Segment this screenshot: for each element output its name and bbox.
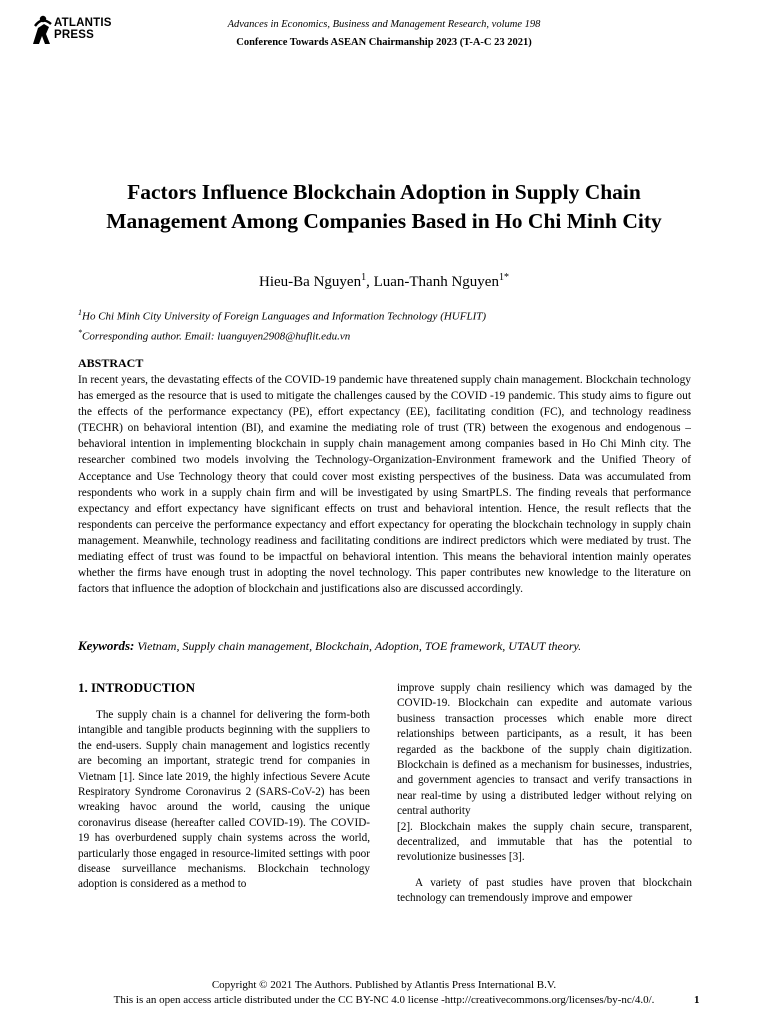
affiliation-2-mark: * (78, 328, 82, 337)
abstract-body: In recent years, the devastating effects of the COVID-19 pandemic have threatened supply chain management. Blockchain technology has emerged as the resource that is used to mitigate the challenges caused by the COVID -19 pandemic. This study aims to figure out the effects of the performance expectancy (PE), effort expectancy (EE), facilitating condition (FC), and technology readiness (TECHR) on behavioral intention (BI), and examine the mediating role of trust (TR) between the exogenous and endogenous – behavioral intention in implementing blockchain in supply chain management among companies based in Ho Chi Minh city. The researcher combined two models involving the Technology-Organization-Environment framework and the Unified Theory of Acceptance and Use Technology theory that could cover most existing perspectives of the business. Data was accumulated from respondents who work in a supply chain firm and will be investigated by using SmartPLS. The finding reveals that performance expectancy and effort expectancy have significant effects on trust and behavioral intention. Hence, the result reflects that the respondents can perceive the performance expectancy and effort expectancy for operating the blockchain technology in supply chain management. Meanwhile, technology readiness and facilitating conditions are indirect predictors which were mediated by trust. The mediating effect of trust was found to be impactful on behavioral intention. This means the behavioral intention mainly operates whether the firms have enough trust in adopting the novel technology. This paper contributes new knowledge to the literature on factors that influence the adoption of blockchain and justifications also are discussed accordingly. (78, 374, 691, 596)
footer-copyright: Copyright © 2021 The Authors. Published by Atlantis Press International B.V. (211, 979, 557, 991)
intro-paragraph-3: [2]. Blockchain makes the supply chain secure, transparent, decentralized, and immutable that has the potential to revolutionize businesses [3]. (397, 820, 692, 864)
author-1-mark: 1 (361, 272, 367, 283)
intro-paragraph-2: improve supply chain resiliency which was damaged by the COVID-19. Blockchain can expedite and automate various business transaction processes which enable more direct relationships between participants, as a result, it has been regarded as the backbone of the supply chain digitization. Blockchain is defined as a mechanism for businesses, industries, and government agencies to transact and verify transactions in near real-time by using a distributed ledger without relying on central authority (397, 682, 692, 818)
author-separator: , (366, 274, 374, 290)
conference-header: Conference Towards ASEAN Chairmanship 2023 (T-A-C 23 2021) (236, 37, 532, 48)
left-column (78, 708, 370, 893)
author-2-mark: 1* (498, 272, 509, 283)
intro-paragraph-4: A variety of past studies have proven that blockchain technology can tremendously improve and empower (397, 876, 692, 905)
author-list (0, 272, 768, 291)
right-column (397, 681, 692, 907)
logo-line-1: ATLANTIS (54, 17, 112, 29)
affiliation-1 (78, 308, 486, 323)
author-1-name: Hieu-Ba Nguyen (259, 274, 362, 290)
affiliation-1-mark: 1 (78, 308, 82, 317)
introduction-heading: 1. INTRODUCTION (78, 680, 196, 695)
affiliation-1-text: Ho Chi Minh City University of Foreign Languages and Information Technology (HUFLIT) (82, 310, 487, 323)
logo-line-2: PRESS (54, 29, 94, 41)
keywords-text: Vietnam, Supply chain management, Blockchain, Adoption, TOE framework, UTAUT theory. (134, 639, 582, 653)
series-header: Advances in Economics, Business and Management Research, volume 198 (227, 19, 541, 30)
intro-paragraph-1: The supply chain is a channel for delivering the form-both intangible and tangible products beginning with the suppliers to the end-users. Supply chain management and logistics recently are becoming an important, strategic trend for companies in Vietnam [1]. Since late 2019, the highly infectious Severe Acute Respiratory Syndrome Coronavirus 2 (SARS-CoV-2) has been wreaking havoc around the world, causing the unique coronavirus disease (hereafter called COVID-19). The COVID-19 has overburdened supply chain systems across the world, particularly those engaged in resource-limited settings with poor disease surveillance mechanisms. Blockchain technology adoption is considered as a method to (78, 709, 370, 891)
footer-license: This is an open access article distributed under the CC BY-NC 4.0 license -http://creativecommons.org/licenses/by-nc/4.0/. (113, 994, 655, 1006)
keywords-line (78, 638, 691, 654)
page-number: 1 (694, 994, 700, 1006)
affiliation-2-text: Corresponding author. Email: luanguyen2908@huflit.edu.vn (82, 330, 351, 343)
keywords-label: Keywords: (78, 638, 135, 653)
author-2-name: Luan-Thanh Nguyen (373, 274, 499, 290)
paper-title: Factors Influence Blockchain Adoption in Supply Chain Management Among Companies Based in Ho Chi Minh City (106, 180, 662, 233)
abstract-heading: ABSTRACT (78, 356, 144, 370)
affiliation-corresponding (78, 328, 350, 343)
